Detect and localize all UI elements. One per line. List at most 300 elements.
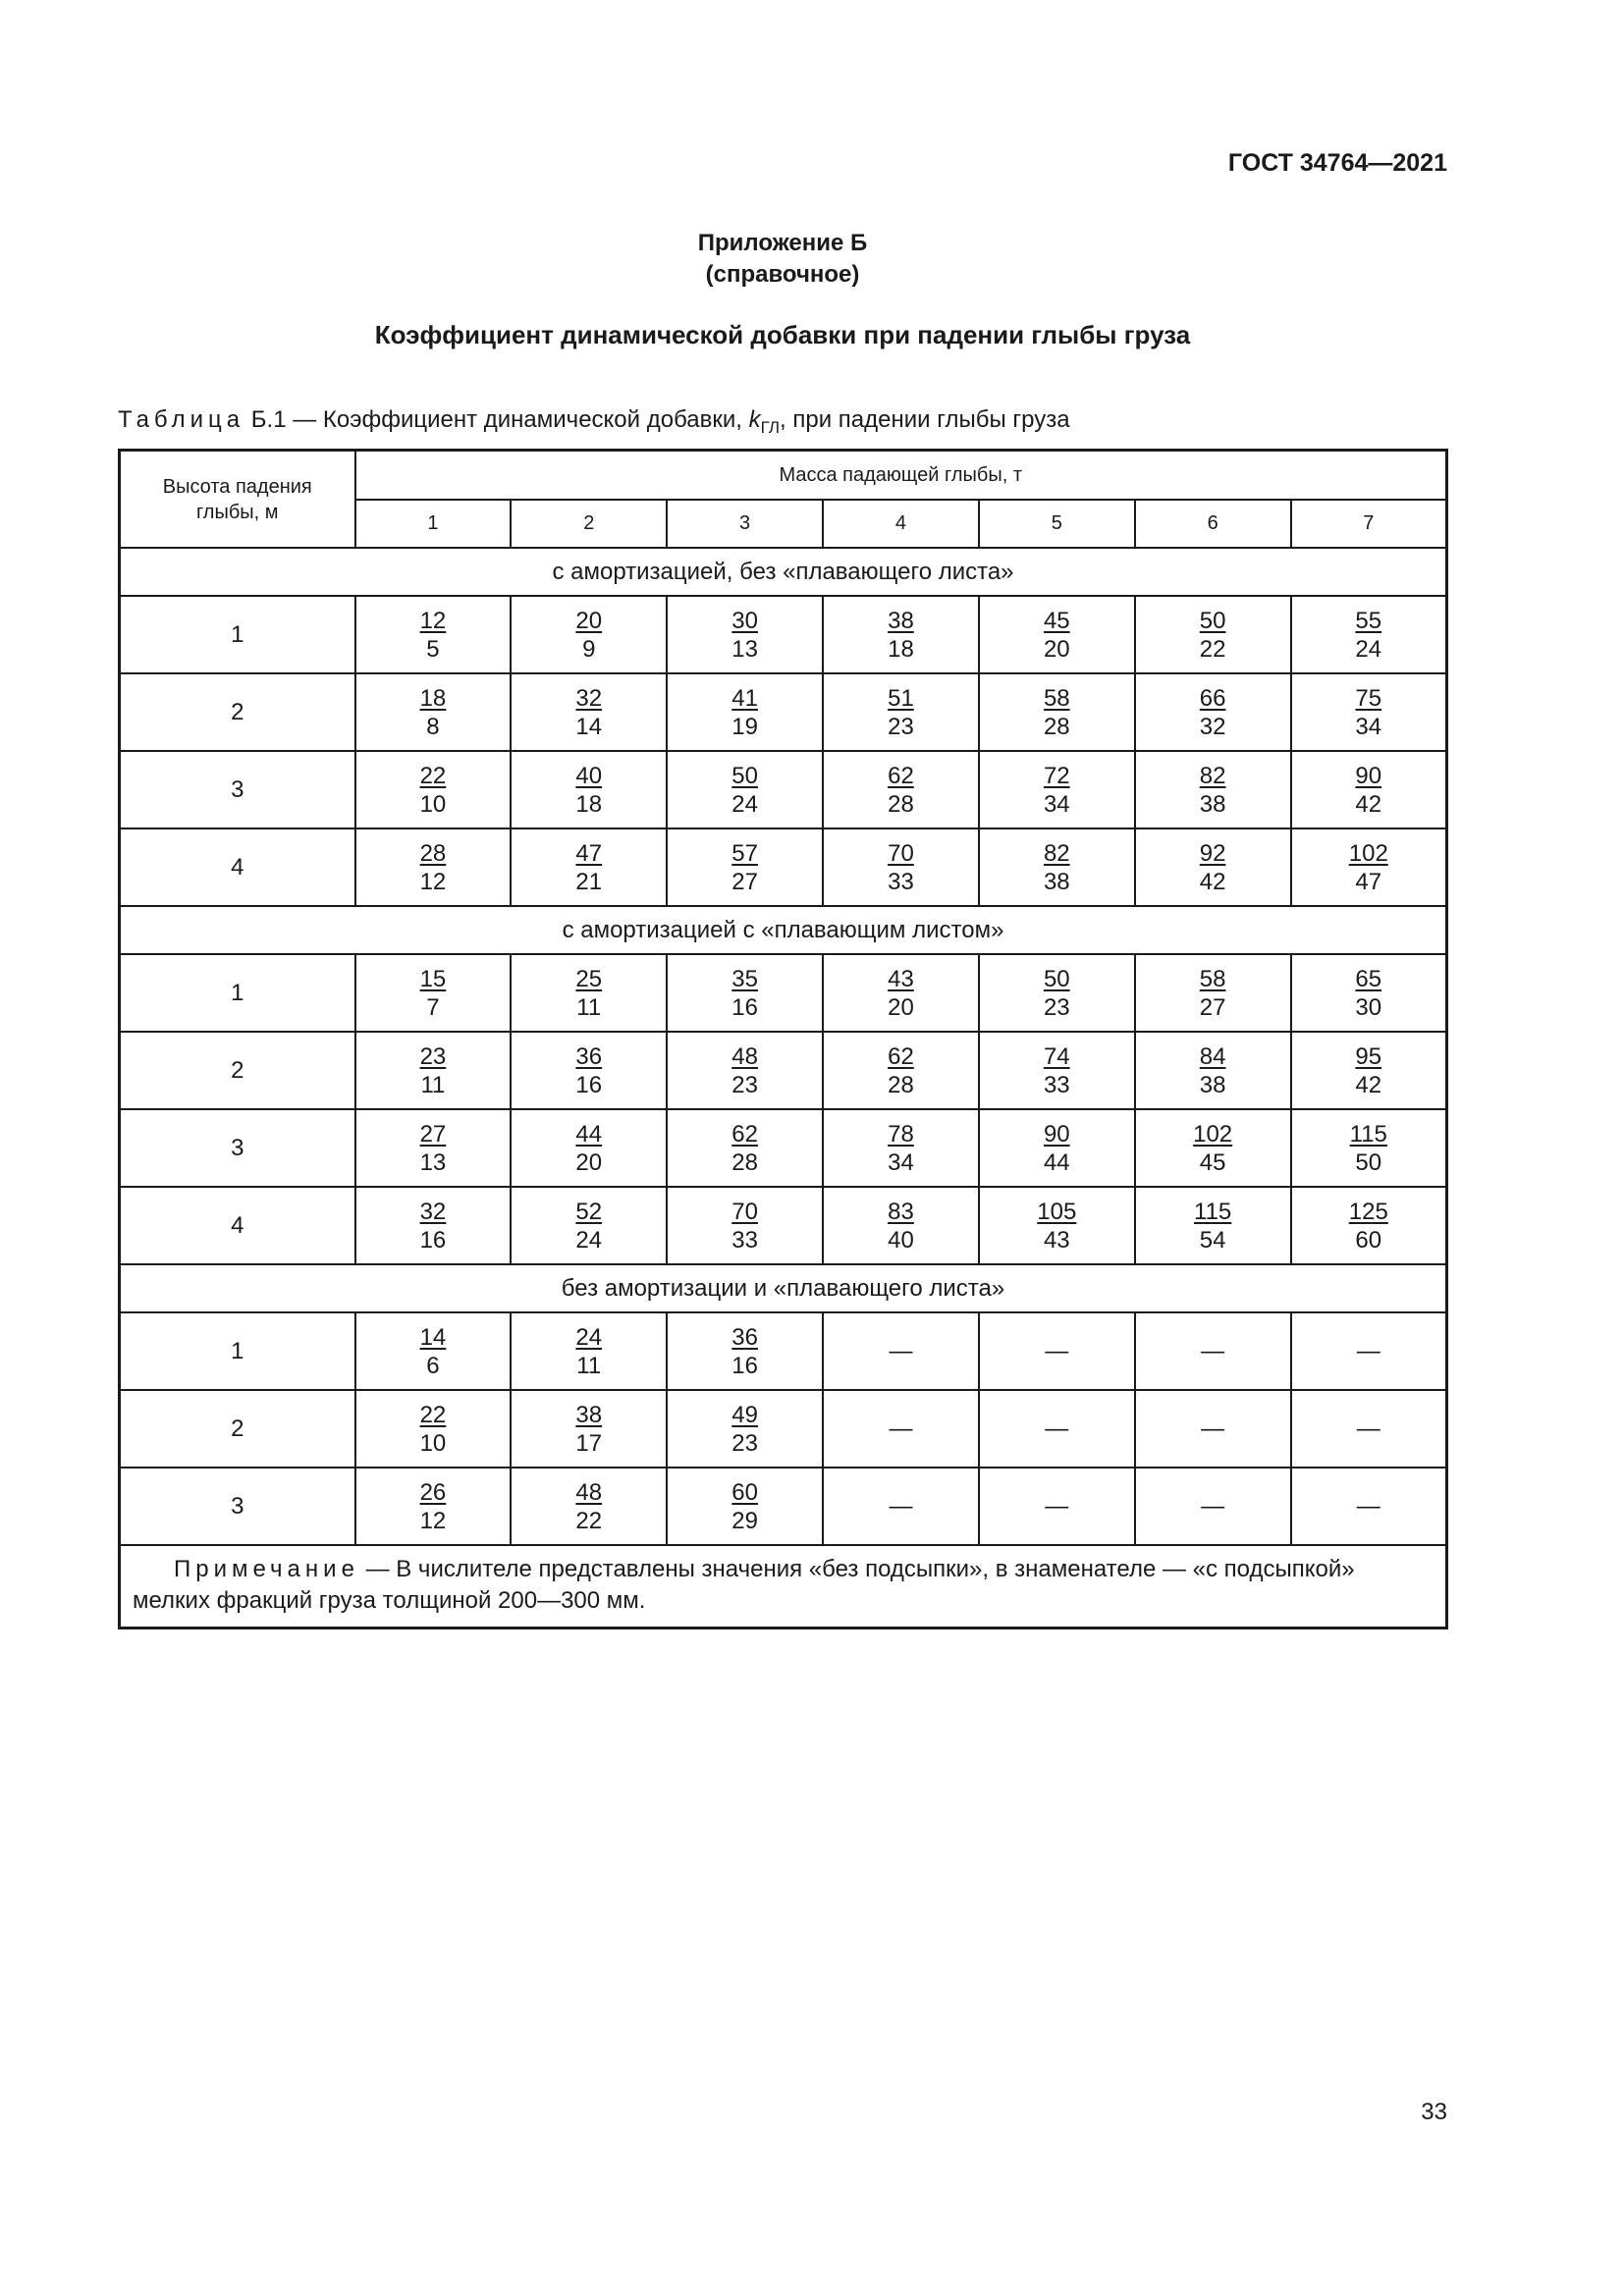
denominator: 24 [731, 790, 758, 818]
numerator: 40 [575, 762, 603, 789]
coefficient-cell [511, 751, 667, 828]
numerator: 51 [888, 684, 914, 712]
coefficient-cell: — [823, 1468, 979, 1545]
fraction [420, 762, 447, 819]
coefficient-symbol: k [748, 406, 761, 433]
denominator: 12 [419, 868, 447, 895]
coefficient-cell: — [1291, 1468, 1447, 1545]
numerator: 95 [1355, 1042, 1382, 1070]
denominator: 28 [888, 790, 914, 818]
fraction [1044, 1120, 1070, 1177]
fraction [420, 965, 447, 1022]
fraction [420, 684, 447, 741]
coefficient-cell [823, 596, 979, 673]
page-number: 33 [1421, 2099, 1447, 2125]
mass-column-header: 7 [1291, 500, 1447, 548]
coefficient-cell [511, 954, 667, 1032]
numerator: 62 [888, 762, 914, 789]
numerator: 49 [731, 1401, 758, 1428]
denominator: 8 [426, 713, 440, 740]
coefficient-cell [355, 1032, 512, 1109]
numerator: 62 [888, 1042, 914, 1070]
numerator: 27 [419, 1120, 447, 1148]
fraction [420, 1478, 447, 1535]
fraction [575, 607, 602, 664]
numerator: 23 [419, 1042, 447, 1070]
denominator: 33 [888, 868, 914, 895]
numerator: 48 [731, 1042, 758, 1070]
coefficient-cell: — [1135, 1468, 1291, 1545]
numerator: 84 [1199, 1042, 1226, 1070]
coefficient-cell: — [1135, 1312, 1291, 1390]
numerator: 43 [888, 965, 914, 992]
denominator: 16 [575, 1071, 603, 1098]
fraction [1200, 839, 1226, 896]
numerator: 58 [1199, 965, 1226, 992]
denominator: 16 [731, 1352, 758, 1379]
denominator: 10 [419, 790, 447, 818]
drop-height-cell: 2 [120, 1390, 355, 1468]
numerator: 82 [1199, 762, 1226, 789]
numerator: 28 [419, 839, 447, 867]
coefficient-cell [1291, 1187, 1447, 1264]
numerator: 44 [575, 1120, 603, 1148]
coefficient-cell [511, 1312, 667, 1390]
denominator: 42 [1355, 1071, 1382, 1098]
numerator: 32 [575, 684, 603, 712]
numerator: 38 [575, 1401, 603, 1428]
numerator: 90 [1043, 1120, 1070, 1148]
fraction [420, 1323, 447, 1380]
coefficient-cell [1135, 673, 1291, 751]
denominator: 50 [1355, 1148, 1382, 1176]
table-note-text: — В числителе представлены значения «без подсыпки», в знаменателе — «с подсыпкой» мелких фракций груза толщиной 200—300 мм. [133, 1556, 1355, 1614]
fraction [420, 1198, 447, 1255]
denominator: 38 [1199, 790, 1226, 818]
fraction [1044, 965, 1070, 1022]
coefficient-cell [979, 751, 1135, 828]
denominator: 9 [582, 635, 596, 663]
fraction [731, 762, 758, 819]
coefficient-cell [1135, 751, 1291, 828]
denominator: 7 [426, 993, 440, 1021]
numerator: 75 [1355, 684, 1382, 712]
numerator: 58 [1043, 684, 1070, 712]
denominator: 20 [1043, 635, 1070, 663]
coefficient-cell [1135, 828, 1291, 906]
denominator: 42 [1199, 868, 1226, 895]
coefficient-table [118, 449, 1448, 1629]
denominator: 23 [731, 1071, 758, 1098]
fraction [888, 1198, 914, 1255]
drop-height-cell: 4 [120, 828, 355, 906]
table-row [120, 751, 1447, 828]
fraction [1194, 1198, 1231, 1255]
mass-column-header: 6 [1135, 500, 1291, 548]
denominator: 13 [419, 1148, 447, 1176]
coefficient-cell [1291, 1109, 1447, 1187]
fraction [1355, 965, 1381, 1022]
denominator: 19 [731, 713, 758, 740]
numerator: 48 [575, 1478, 603, 1506]
denominator: 28 [888, 1071, 914, 1098]
section-title: с амортизацией с «плавающим листом» [120, 906, 1447, 954]
numerator: 72 [1043, 762, 1070, 789]
denominator: 34 [888, 1148, 914, 1176]
numerator: 45 [1043, 607, 1070, 634]
numerator: 57 [731, 839, 758, 867]
table-caption-number: Б.1 — Коэффициент динамической добавки, [244, 406, 749, 433]
numerator: 105 [1037, 1198, 1077, 1225]
numerator: 15 [419, 965, 447, 992]
fraction [1200, 762, 1226, 819]
fraction [575, 1120, 602, 1177]
fraction [731, 839, 758, 896]
numerator: 22 [419, 1401, 447, 1428]
denominator: 30 [1355, 993, 1382, 1021]
coefficient-cell [511, 1109, 667, 1187]
denominator: 24 [575, 1226, 603, 1254]
appendix-heading [0, 228, 1565, 291]
coefficient-cell [355, 673, 512, 751]
denominator: 20 [575, 1148, 603, 1176]
coefficient-cell [823, 828, 979, 906]
numerator: 66 [1199, 684, 1226, 712]
numerator: 12 [419, 607, 447, 634]
drop-height-cell: 1 [120, 954, 355, 1032]
numerator: 50 [1199, 607, 1226, 634]
fraction [888, 965, 914, 1022]
denominator: 20 [888, 993, 914, 1021]
numerator: 22 [419, 762, 447, 789]
fraction [731, 1120, 758, 1177]
fraction [731, 1042, 758, 1099]
fraction [1044, 839, 1070, 896]
coefficient-cell [823, 1032, 979, 1109]
denominator: 18 [888, 635, 914, 663]
table-row [120, 954, 1447, 1032]
coefficient-cell [979, 673, 1135, 751]
fraction [888, 1042, 914, 1099]
coefficient-cell: — [1291, 1312, 1447, 1390]
numerator: 25 [575, 965, 603, 992]
denominator: 16 [419, 1226, 447, 1254]
coefficient-cell [1291, 596, 1447, 673]
fraction [731, 1198, 758, 1255]
numerator: 125 [1348, 1198, 1388, 1225]
coefficient-cell [823, 1109, 979, 1187]
fraction [888, 1120, 914, 1177]
numerator: 74 [1043, 1042, 1070, 1070]
table-caption-label: Таблица [118, 406, 245, 433]
denominator: 43 [1043, 1226, 1070, 1254]
numerator: 18 [419, 684, 447, 712]
numerator: 102 [1348, 839, 1388, 867]
table-row [120, 1390, 1447, 1468]
denominator: 40 [888, 1226, 914, 1254]
fraction [420, 607, 447, 664]
coefficient-cell [1291, 828, 1447, 906]
denominator: 17 [575, 1429, 603, 1457]
fraction [1349, 839, 1388, 896]
denominator: 22 [575, 1507, 603, 1534]
denominator: 28 [731, 1148, 758, 1176]
drop-height-cell: 3 [120, 1468, 355, 1545]
fraction [575, 839, 602, 896]
coefficient-cell [355, 596, 512, 673]
numerator: 60 [731, 1478, 758, 1506]
denominator: 27 [731, 868, 758, 895]
denominator: 10 [419, 1429, 447, 1457]
mass-column-header: 3 [667, 500, 823, 548]
fraction [420, 1042, 447, 1099]
drop-height-cell: 1 [120, 596, 355, 673]
coefficient-cell [823, 673, 979, 751]
coefficient-cell [355, 1109, 512, 1187]
coefficient-cell [667, 596, 823, 673]
denominator: 11 [576, 993, 602, 1021]
numerator: 50 [731, 762, 758, 789]
coefficient-cell [355, 1390, 512, 1468]
numerator: 14 [419, 1323, 447, 1351]
fraction [1044, 762, 1070, 819]
fraction [731, 684, 758, 741]
denominator: 34 [1355, 713, 1382, 740]
denominator: 38 [1199, 1071, 1226, 1098]
denominator: 14 [575, 713, 603, 740]
coefficient-cell [979, 596, 1135, 673]
coefficient-cell [823, 1187, 979, 1264]
numerator: 82 [1043, 839, 1070, 867]
denominator: 16 [731, 993, 758, 1021]
fraction [575, 965, 602, 1022]
denominator: 27 [1199, 993, 1226, 1021]
numerator: 52 [575, 1198, 603, 1225]
table-row [120, 1312, 1447, 1390]
coefficient-cell: — [1291, 1390, 1447, 1468]
numerator: 26 [419, 1478, 447, 1506]
coefficient-cell: — [823, 1390, 979, 1468]
numerator: 92 [1199, 839, 1226, 867]
denominator: 21 [575, 868, 603, 895]
coefficient-cell [1135, 1187, 1291, 1264]
coefficient-cell [355, 954, 512, 1032]
table-row [120, 596, 1447, 673]
coefficient-cell [823, 954, 979, 1032]
fraction [731, 1401, 758, 1458]
coefficient-cell [979, 1187, 1135, 1264]
numerator: 62 [731, 1120, 758, 1148]
numerator: 24 [575, 1323, 603, 1351]
fraction [1037, 1198, 1076, 1255]
denominator: 29 [731, 1507, 758, 1534]
mass-column-header: 2 [511, 500, 667, 548]
fraction [575, 1478, 602, 1535]
coefficient-cell [1135, 954, 1291, 1032]
numerator: 36 [731, 1323, 758, 1351]
numerator: 47 [575, 839, 603, 867]
coefficient-cell [667, 1468, 823, 1545]
coefficient-cell [355, 751, 512, 828]
mass-column-header: 1 [355, 500, 512, 548]
drop-height-cell: 4 [120, 1187, 355, 1264]
fraction [1200, 607, 1226, 664]
fraction [1044, 607, 1070, 664]
coefficient-cell [355, 1312, 512, 1390]
numerator: 41 [731, 684, 758, 712]
numerator: 102 [1193, 1120, 1233, 1148]
numerator: 70 [731, 1198, 758, 1225]
denominator: 28 [1043, 713, 1070, 740]
numerator: 65 [1355, 965, 1382, 992]
fraction [575, 1323, 602, 1380]
page-title: Коэффициент динамической добавки при падении глыбы груза [374, 320, 1191, 349]
coefficient-cell [355, 828, 512, 906]
fraction [575, 1198, 602, 1255]
drop-height-cell: 2 [120, 673, 355, 751]
fraction [420, 1120, 447, 1177]
fraction [888, 762, 914, 819]
denominator: 11 [420, 1071, 446, 1098]
fraction [731, 965, 758, 1022]
numerator: 38 [888, 607, 914, 634]
coefficient-cell [1291, 751, 1447, 828]
section-title: без амортизации и «плавающего листа» [120, 1264, 1447, 1312]
coefficient-cell [355, 1468, 512, 1545]
table-row [120, 1109, 1447, 1187]
coefficient-cell [667, 828, 823, 906]
denominator: 38 [1043, 868, 1070, 895]
numerator: 50 [1043, 965, 1070, 992]
numerator: 35 [731, 965, 758, 992]
coefficient-cell [355, 1187, 512, 1264]
denominator: 23 [1043, 993, 1070, 1021]
denominator: 6 [426, 1352, 440, 1379]
drop-height-cell: 3 [120, 1109, 355, 1187]
row-header-height: Высота падения глыбы, м [120, 451, 355, 549]
coefficient-cell [511, 673, 667, 751]
fraction [1200, 965, 1226, 1022]
drop-height-cell: 1 [120, 1312, 355, 1390]
fraction [575, 684, 602, 741]
table-caption-rest: , при падении глыбы груза [780, 406, 1070, 433]
denominator: 18 [575, 790, 603, 818]
fraction [888, 684, 914, 741]
fraction [1350, 1120, 1387, 1177]
denominator: 5 [426, 635, 440, 663]
coefficient-cell [667, 1187, 823, 1264]
denominator: 22 [1199, 635, 1226, 663]
coefficient-cell: — [823, 1312, 979, 1390]
denominator: 12 [419, 1507, 447, 1534]
coefficient-cell [511, 1032, 667, 1109]
coefficient-cell [667, 954, 823, 1032]
denominator: 44 [1043, 1148, 1070, 1176]
fraction [731, 1323, 758, 1380]
coefficient-cell [1135, 1109, 1291, 1187]
numerator: 55 [1355, 607, 1382, 634]
denominator: 24 [1355, 635, 1382, 663]
appendix-type: (справочное) [705, 261, 860, 288]
coefficient-cell [667, 1390, 823, 1468]
denominator: 32 [1199, 713, 1226, 740]
coefficient-cell [667, 1312, 823, 1390]
coefficient-cell [511, 1187, 667, 1264]
denominator: 11 [576, 1352, 602, 1379]
fraction [731, 1478, 758, 1535]
table-row [120, 673, 1447, 751]
coefficient-cell [1291, 673, 1447, 751]
coefficient-cell [1135, 1032, 1291, 1109]
denominator: 33 [1043, 1071, 1070, 1098]
coefficient-cell [1135, 596, 1291, 673]
fraction [575, 762, 602, 819]
denominator: 60 [1355, 1226, 1382, 1254]
denominator: 47 [1355, 868, 1382, 895]
coefficient-cell [511, 1468, 667, 1545]
numerator: 20 [575, 607, 603, 634]
denominator: 34 [1043, 790, 1070, 818]
fraction [1200, 684, 1226, 741]
denominator: 42 [1355, 790, 1382, 818]
table-caption [118, 406, 1070, 438]
denominator: 13 [731, 635, 758, 663]
mass-column-header: 5 [979, 500, 1135, 548]
fraction [1355, 607, 1381, 664]
fraction [1355, 762, 1381, 819]
fraction [888, 607, 914, 664]
denominator: 45 [1199, 1148, 1226, 1176]
numerator: 78 [888, 1120, 914, 1148]
numerator: 70 [888, 839, 914, 867]
fraction [1193, 1120, 1232, 1177]
denominator: 54 [1199, 1226, 1226, 1254]
table-row [120, 1187, 1447, 1264]
coefficient-cell [1291, 1032, 1447, 1109]
numerator: 36 [575, 1042, 603, 1070]
numerator: 83 [888, 1198, 914, 1225]
coefficient-cell [979, 1032, 1135, 1109]
coefficient-cell [823, 751, 979, 828]
coefficient-cell [979, 1109, 1135, 1187]
fraction [1355, 1042, 1381, 1099]
document-code: ГОСТ 34764—2021 [1227, 149, 1447, 177]
denominator: 23 [731, 1429, 758, 1457]
fraction [1355, 684, 1381, 741]
fraction [1044, 684, 1070, 741]
fraction [1200, 1042, 1226, 1099]
coefficient-cell [511, 1390, 667, 1468]
coefficient-cell [1291, 954, 1447, 1032]
numerator: 90 [1355, 762, 1382, 789]
numerator: 115 [1349, 1120, 1387, 1148]
coefficient-cell [667, 751, 823, 828]
coefficient-cell [667, 673, 823, 751]
coefficient-cell: — [1135, 1390, 1291, 1468]
coefficient-cell [511, 596, 667, 673]
denominator: 23 [888, 713, 914, 740]
fraction [420, 1401, 447, 1458]
coefficient-cell [667, 1032, 823, 1109]
fraction [575, 1042, 602, 1099]
section-title: с амортизацией, без «плавающего листа» [120, 548, 1447, 596]
numerator: 32 [419, 1198, 447, 1225]
fraction [575, 1401, 602, 1458]
fraction [420, 839, 447, 896]
coefficient-subscript: ГЛ [760, 417, 781, 437]
table-note-label: Примечание [174, 1556, 359, 1582]
column-header-mass: Масса падающей глыбы, т [355, 451, 1447, 501]
